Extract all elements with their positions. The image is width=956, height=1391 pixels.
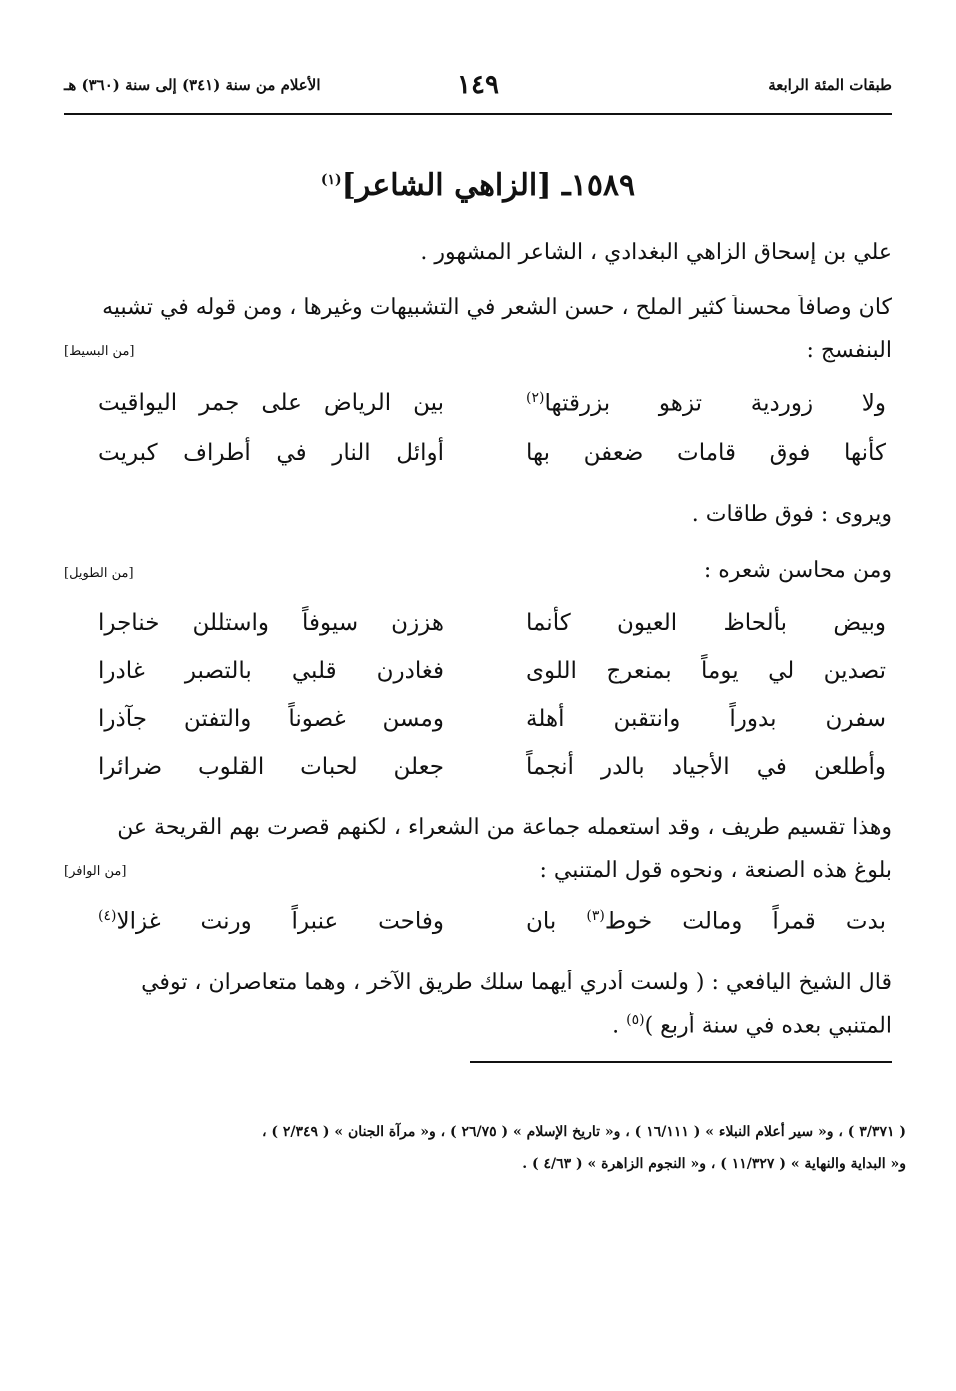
intro-line: علي بن إسحاق الزاهي البغدادي ، الشاعر المشهور .: [420, 240, 892, 265]
running-header: [64, 70, 892, 106]
verse-second-hemistich: وفاحت عنبراً ورنت غزالا$^{(٤)}$: [98, 908, 444, 935]
verse-second-hemistich: جعلن لحبات القلوب ضرائرا: [98, 754, 444, 780]
footnote-ref-5: (٥): [626, 1012, 645, 1028]
poem2-verse-2: [64, 658, 892, 702]
poem2-intro: ومن محاسن شعره :: [703, 558, 892, 583]
paragraph-1-line-2: البنفسج :: [806, 338, 892, 363]
verse-second-hemistich: فغادرن قلبي بالتصبر غادرا: [98, 658, 444, 684]
verse-second-hemistich: بين الرياض على جمر اليواقيت: [98, 390, 444, 416]
verse-second-hemistich: هززن سيوفاً واستللن خناجرا: [98, 610, 444, 636]
paragraph-3-line-1: قال الشيخ اليافعي : ( ولست أدري أيهما سلك طريق الآخر ، وهما متعاصران ، توفي: [141, 970, 892, 995]
verse-second-hemistich: ومسن غصوناً والتفتن جآذرا: [98, 706, 444, 732]
verse-second-hemistich: أوائل النار في أطراف كبريت: [98, 440, 444, 466]
header-year-range: الأعلام من سنة (٣٤١) إلى سنة (٣٦٠) هـ: [64, 76, 321, 94]
footnote-1-line-2: ( ٣/٣٧١ ) ، و« سير أعلام النبلاء » ( ١٦/١١١ ) ، و« تاريخ الإسلام » ( ٢٦/٧٥ ) ، و« مرآة الجنان » ( ٢/٣٤٩ ) ،: [261, 1124, 906, 1140]
paragraph-3-line-2: المتنبي بعده في سنة أربع )$^{(٥)}$ .: [612, 1012, 892, 1039]
poem2-verse-4: [64, 754, 892, 798]
entry-number-title: ١٥٨٩ـ [الزاهي الشاعر]: [341, 168, 636, 203]
footnote-ref-2: (٢): [526, 390, 545, 406]
footnote-ref-4: (٤): [98, 908, 117, 924]
footnote-ref-3: (٣): [586, 908, 605, 924]
paragraph-2-line-2: بلوغ هذه الصنعة ، ونحوه قول المتنبي :: [539, 858, 892, 883]
poem1-verse-1: [64, 390, 892, 434]
header-rule: [64, 113, 892, 115]
poem2-verse-1: [64, 610, 892, 654]
header-book-section: طبقات المئة الرابعة: [768, 76, 892, 94]
meter-label-tawil: [من الطويل]: [64, 566, 134, 581]
verse-first-hemistich: وأطلعن في الأجياد بالدر أنجماً: [526, 754, 886, 780]
paragraph-1-line-1: كان وصافاً محسناً كثير الملح ، حسن الشعر في التشبيهات وغيرها ، ومن قوله في تشبيه: [102, 295, 892, 320]
poem2-verse-3: [64, 706, 892, 750]
variant-reading: ويروى : فوق طاقات .: [691, 502, 892, 527]
meter-label-basit: [من البسيط]: [64, 344, 135, 359]
verse-first-hemistich: وبيض بألحاظ العيون كأنما: [526, 610, 886, 636]
entry-title: [64, 168, 892, 203]
footnote-1-line-3: و« البداية والنهاية » ( ١١/٣٢٧ ) ، و« النجوم الزاهرة » ( ٤/٦٣ ) .: [522, 1156, 906, 1172]
verse-first-hemistich: ولا زوردية تزهو بزرقتها$^{(٢)}$: [526, 390, 886, 417]
verse-first-hemistich: سفرن بدوراً وانتقبن أهلة: [526, 706, 886, 732]
poem1-verse-2: [64, 440, 892, 484]
verse-first-hemistich: تصدين لي يوماً بمنعرج اللوى: [526, 658, 886, 684]
poem3-verse-1: [64, 908, 892, 952]
paragraph-2-line-1: وهذا تقسيم طريف ، وقد استعمله جماعة من الشعراء ، لكنهم قصرت بهم القريحة عن: [117, 815, 892, 840]
meter-label-wafir: [من الوافر]: [64, 864, 127, 879]
page-number: ١٤٩: [457, 70, 499, 100]
verse-first-hemistich: كأنها فوق قامات ضعفن بها: [526, 440, 886, 466]
footnote-rule: [470, 1061, 892, 1063]
verse-first-hemistich: بدت قمراً ومالت خوط$^{(٣)}$ بان: [526, 908, 886, 935]
footnote-ref-1: (١): [320, 172, 342, 188]
